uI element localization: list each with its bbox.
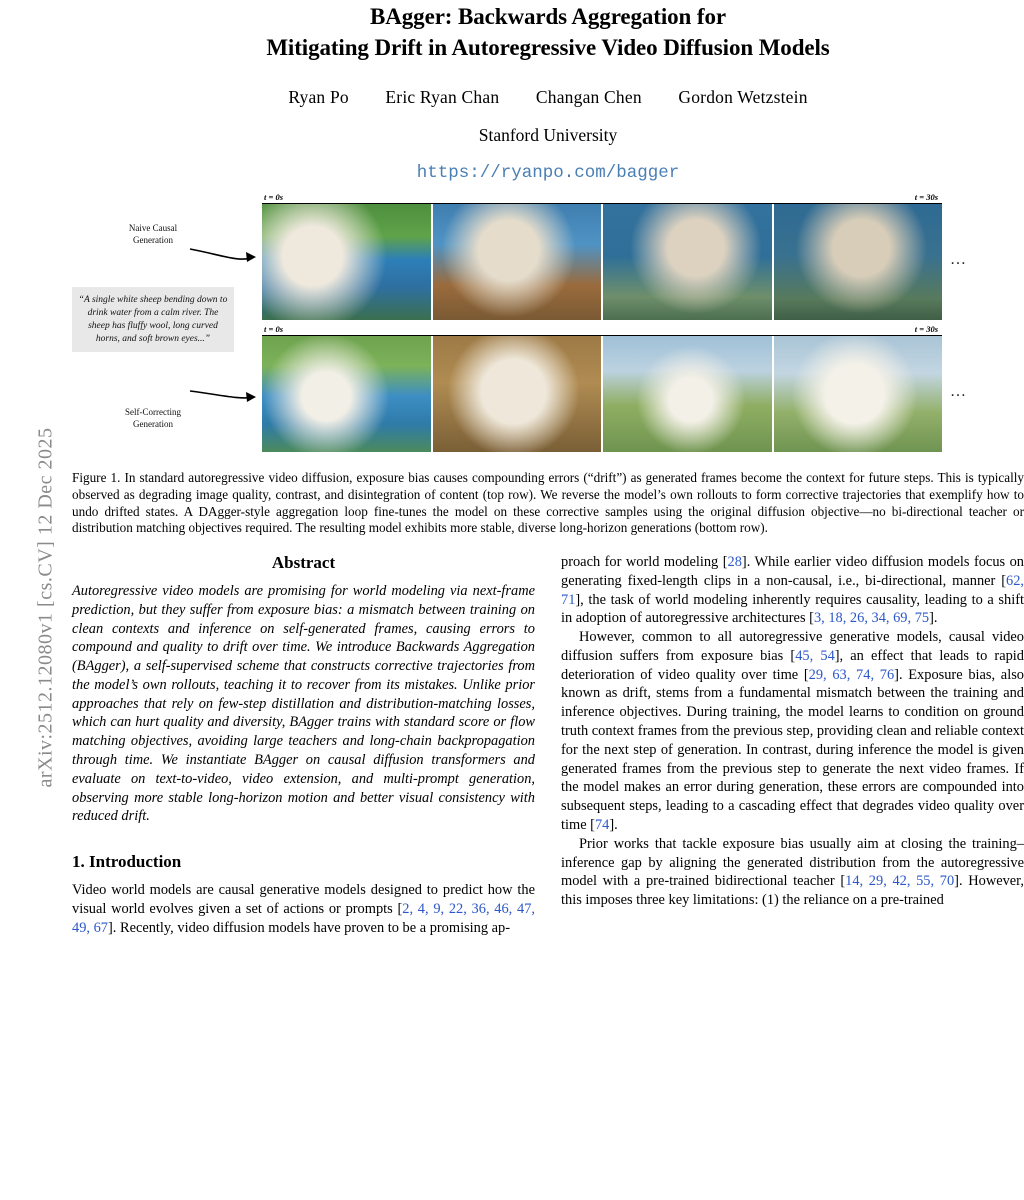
title-line-2: Mitigating Drift in Autoregressive Video Diffusion Models bbox=[266, 34, 830, 60]
affiliation: Stanford University bbox=[478, 125, 618, 146]
frame-bottom-4 bbox=[774, 336, 943, 452]
author-3: Changan Chen bbox=[535, 87, 642, 108]
right-paragraph-1: proach for world modeling [28]. While earlier video diffusion models focus on generating fixed-length clips in a non-causal, i.e., bi-directional, manner [62, 71], the task of world modeling inherently requires causality, leading to a shift in adoption of autoregressive architectures [3, 18, 26, 34, 69, 75]. bbox=[561, 553, 1024, 627]
frame-top-1 bbox=[262, 204, 431, 320]
author-1: Ryan Po bbox=[288, 87, 349, 108]
author-2: Eric Ryan Chan bbox=[385, 87, 500, 108]
right-paragraph-2: However, common to all autoregressive generative models, causal video diffusion suffers from exposure bias [45, 54], an effect that leads to rapid deterioration of video quality over time [29, 63, 74, 76]. Exposure bias, also known as drift, stems from a fundamental mismatch between the training and inference objectives. During training, the model learns to condition on ground truth context frames from the previous step, providing clean and reliable context for the next step of generation. In contrast, during inference the model is given generated frames from the previous step to generate the next video frames. If the model makes an error during generation, these errors are compounded into subsequent steps, leading to a cascading effect that degrades video quality over time [74]. bbox=[561, 629, 1024, 834]
figure-strip-top bbox=[262, 203, 942, 321]
time-label-bottom-end: t = 30s bbox=[914, 324, 938, 335]
figure-ellipsis-top: … bbox=[950, 251, 967, 269]
abstract-text: Autoregressive video models are promising for world modeling via next-frame prediction, but they suffer from exposure bias: a mismatch between training on clean contexts and inference on self-generated frames, causing errors to compound and quality to drift over time. We introduce Backwards Aggregation (BAgger), a self-supervised scheme that constructs corrective trajectories from the model’s own rollouts, teaching it to recover from its mistakes. Unlike prior approaches that rely on few-step distillation and distribution-matching losses, which can hurt quality and diversity, BAgger trains with standard score or flow matching objectives, avoiding large teachers and long-chain backpropagation through time. We instantiate BAgger on causal diffusion transformers and evaluate on text-to-video, video extension, and multi-prompt generation, observing more stable long-horizon motion and better visual consistency with reduced drift. bbox=[72, 582, 535, 825]
frame-top-3 bbox=[603, 204, 772, 320]
figure-prompt-box: “A single white sheep bending down to drink water from a calm river. The sheep has fluffy wool, long curved horns, and soft brown eyes...” bbox=[72, 287, 234, 352]
title-line-1: BAgger: Backwards Aggregation for bbox=[370, 4, 726, 29]
figure-row-label-bottom: Self-Correcting Generation bbox=[125, 407, 181, 429]
right-paragraph-3: Prior works that tackle exposure bias usually aim at closing the training–inference gap by aligning the generated distribution from the autoregressive model with a pre-trained bidirectional teacher [14, 29, 42, 55, 70]. However, this imposes three key limitations: (1) the reliance on a pre-trained bbox=[561, 835, 1024, 909]
frame-bottom-1 bbox=[262, 336, 431, 452]
project-url-link[interactable]: https://ryanpo.com/bagger bbox=[416, 163, 680, 184]
frame-bottom-2 bbox=[433, 336, 602, 452]
left-column bbox=[72, 553, 535, 938]
frame-top-2 bbox=[433, 204, 602, 320]
author-4: Gordon Wetzstein bbox=[678, 87, 808, 108]
paper-page bbox=[72, 0, 1024, 1200]
introduction-paragraph-1: Video world models are causal generative models designed to predict how the visual world evolves given a set of actions or prompts [2, 4, 9, 22, 36, 46, 47, 49, 67]. Recently, video diffusion models have proven to be a promising ap- bbox=[72, 882, 535, 936]
time-label-top-end: t = 30s bbox=[914, 192, 938, 203]
figure-ellipsis-bottom: … bbox=[950, 383, 967, 401]
figure-caption: Figure 1. In standard autoregressive video diffusion, exposure bias causes compounding errors (“drift”) as generated frames become the context for future steps. This is typically observed as degrading image quality, contrast, and disintegration of content (top row). We reverse the model’s own rollouts to form corrective trajectories that exemplify how to undo drifted states. A DAgger-style aggregation loop fine-tunes the model on these corrective samples using the original diffusion objective—no bi-directional teacher or distribution matching objectives required. The resulting model exhibits more stable, diverse long-horizon generations (bottom row). bbox=[72, 470, 1024, 536]
abstract-heading: Abstract bbox=[271, 552, 336, 572]
figure-1 bbox=[72, 192, 1024, 460]
right-column bbox=[561, 553, 1024, 938]
arxiv-stamp: arXiv:2512.12080v1 [cs.CV] 12 Dec 2025 bbox=[34, 427, 57, 788]
time-label-bottom-start: t = 0s bbox=[264, 324, 284, 335]
frame-bottom-3 bbox=[603, 336, 772, 452]
introduction-heading: 1. Introduction bbox=[72, 852, 182, 872]
content-columns bbox=[72, 553, 1024, 938]
figure-strip-bottom bbox=[262, 335, 942, 453]
time-label-top-start: t = 0s bbox=[264, 192, 284, 203]
page-title bbox=[72, 0, 1024, 63]
figure-row-label-top: Naive Causal Generation bbox=[128, 223, 178, 245]
author-list bbox=[72, 87, 1024, 108]
frame-top-4 bbox=[774, 204, 943, 320]
